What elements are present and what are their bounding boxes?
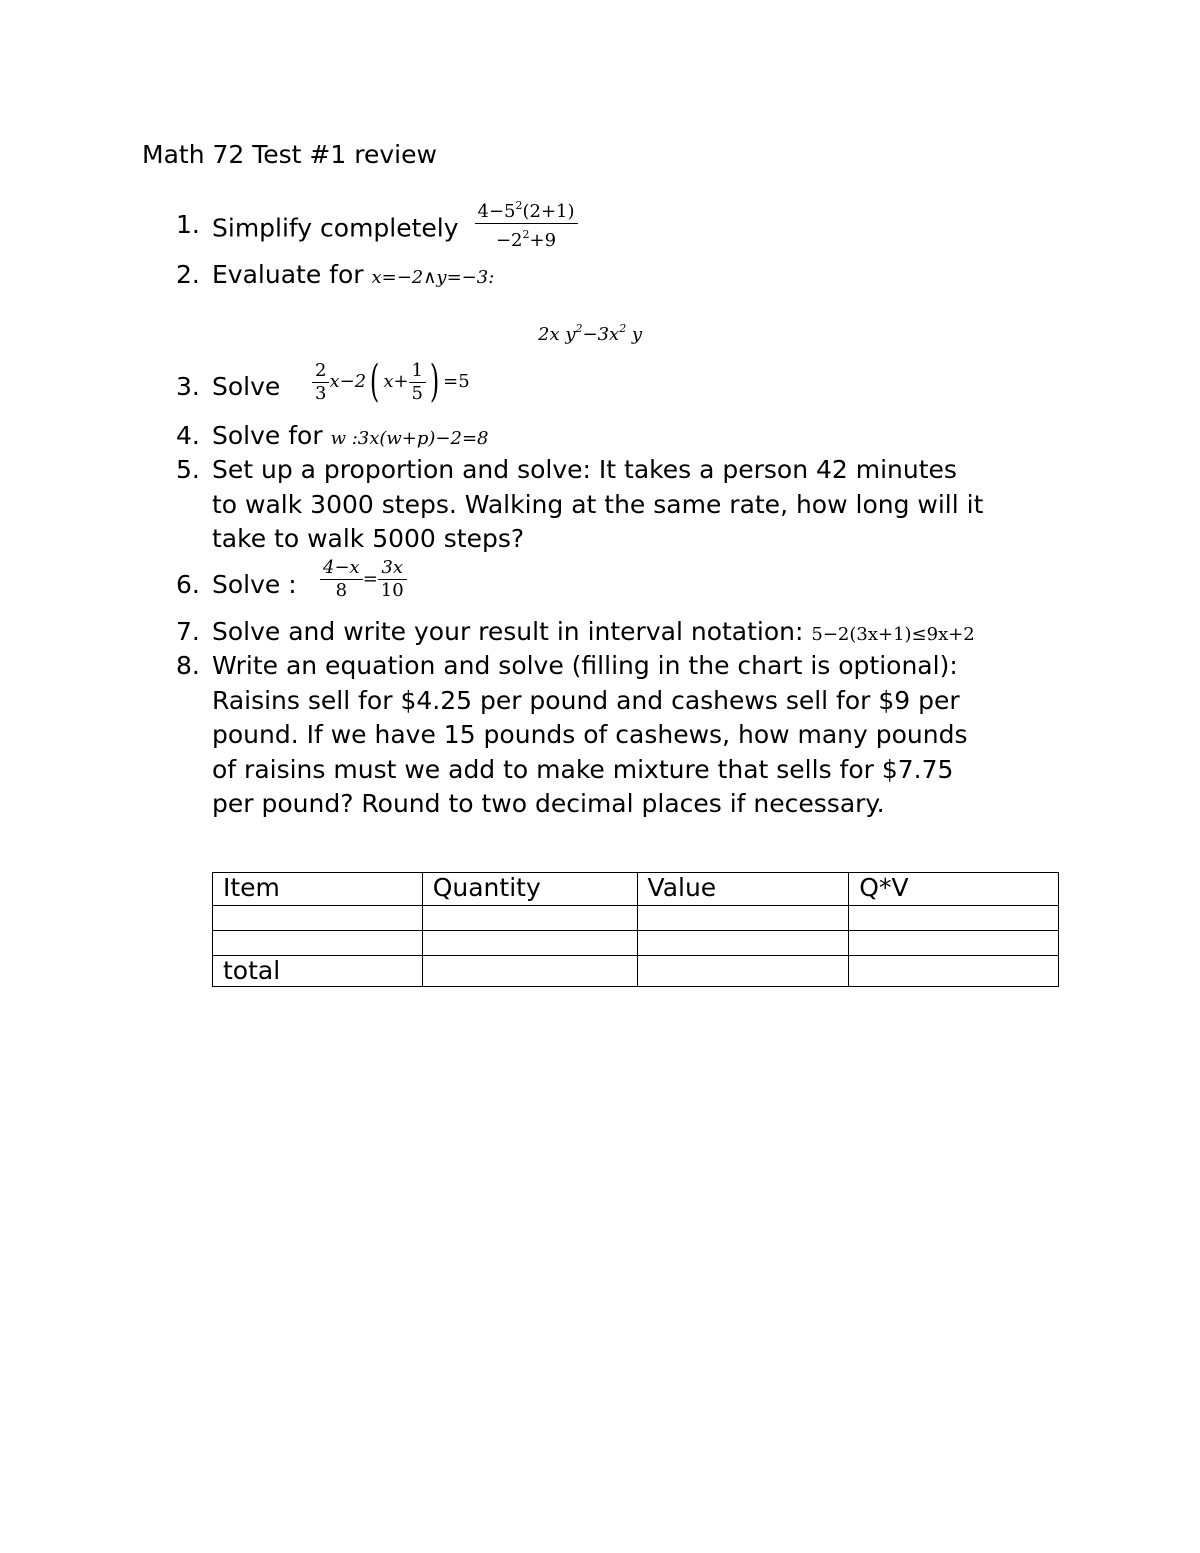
mixture-chart-table bbox=[212, 872, 1059, 987]
question-text: Evaluate for bbox=[212, 260, 364, 289]
header-qv: Q*V bbox=[849, 873, 1059, 906]
question-number: 2. bbox=[176, 260, 200, 289]
question-number: 8. bbox=[176, 651, 200, 680]
question-7 bbox=[212, 615, 975, 652]
table-header-row bbox=[213, 873, 1059, 906]
question-4 bbox=[212, 419, 488, 456]
header-quantity: Quantity bbox=[422, 873, 637, 906]
table-row bbox=[213, 931, 1059, 956]
question-5 bbox=[212, 453, 983, 557]
inequality: 5−2(3x+1)≤9x+2 bbox=[811, 624, 975, 645]
fraction: $\frac{4-5^2(2+1)}{-2^2+9}$ bbox=[475, 196, 578, 251]
question-line: pound. If we have 15 pounds of cashews, how many pounds bbox=[212, 720, 968, 749]
question-line: per pound? Round to two decimal places if necessary. bbox=[212, 789, 885, 818]
table-cell[interactable] bbox=[849, 956, 1059, 987]
question-line: of raisins must we add to make mixture that sells for $7.75 bbox=[212, 754, 954, 784]
page-title: Math 72 Test #1 review bbox=[142, 140, 437, 169]
table-cell[interactable] bbox=[637, 956, 849, 987]
question-number: 5. bbox=[176, 455, 200, 484]
question-8 bbox=[212, 649, 968, 822]
table-cell[interactable] bbox=[213, 931, 423, 956]
question-text: Simplify completely bbox=[212, 213, 459, 243]
fraction: $\frac{3x}{10}$ bbox=[378, 558, 407, 601]
table-cell[interactable] bbox=[422, 956, 637, 987]
question-line: Set up a proportion and solve: It takes a person 42 minutes bbox=[212, 455, 957, 484]
table-cell[interactable] bbox=[637, 931, 849, 956]
table-cell[interactable] bbox=[422, 931, 637, 956]
equation: $\frac{2}{3}$ x−2( x+ $\frac{1}{5}$ ) =5 bbox=[312, 360, 470, 416]
question-6 bbox=[212, 568, 297, 602]
header-item: Item bbox=[213, 873, 423, 906]
total-label: total bbox=[213, 956, 423, 987]
equation: $\frac{4-x}{8}$ = $\frac{3x}{10}$ bbox=[320, 558, 407, 601]
question-number: 7. bbox=[176, 617, 200, 646]
fraction: $\frac{1}{5}$ bbox=[409, 361, 426, 404]
header-value: Value bbox=[637, 873, 849, 906]
table-cell[interactable] bbox=[422, 906, 637, 931]
table-total-row bbox=[213, 956, 1059, 987]
condition-expression: x=−2∧y=−3: bbox=[371, 267, 495, 288]
fraction: $\frac{4-x}{8}$ bbox=[320, 558, 363, 601]
question-2 bbox=[212, 258, 494, 295]
question-1 bbox=[212, 199, 578, 251]
question-text: Solve for bbox=[212, 421, 323, 450]
table-cell[interactable] bbox=[213, 906, 423, 931]
fraction: $\frac{2}{3}$ bbox=[312, 361, 329, 404]
table-cell[interactable] bbox=[637, 906, 849, 931]
expression: 2x $y^2-3x^2$ y bbox=[538, 322, 643, 345]
table-cell[interactable] bbox=[849, 931, 1059, 956]
question-number: 3. bbox=[176, 372, 200, 401]
question-line: Write an equation and solve (filling in the chart is optional): bbox=[212, 651, 958, 680]
question-number: 4. bbox=[176, 421, 200, 450]
question-text: Solve bbox=[212, 372, 281, 401]
question-line: take to walk 5000 steps? bbox=[212, 524, 525, 553]
question-text: Solve and write your result in interval notation: bbox=[212, 617, 804, 646]
table-row bbox=[213, 906, 1059, 931]
question-text: Solve : bbox=[212, 570, 297, 599]
question-line: to walk 3000 steps. Walking at the same rate, how long will it bbox=[212, 489, 984, 519]
table-cell[interactable] bbox=[849, 906, 1059, 931]
question-3 bbox=[212, 370, 280, 404]
question-number: 6. bbox=[176, 570, 200, 599]
equation: w :3x(w+p)−2=8 bbox=[330, 428, 489, 449]
question-line: Raisins sell for $4.25 per pound and cashews sell for $9 per bbox=[212, 685, 960, 715]
question-number: 1. bbox=[176, 210, 200, 239]
